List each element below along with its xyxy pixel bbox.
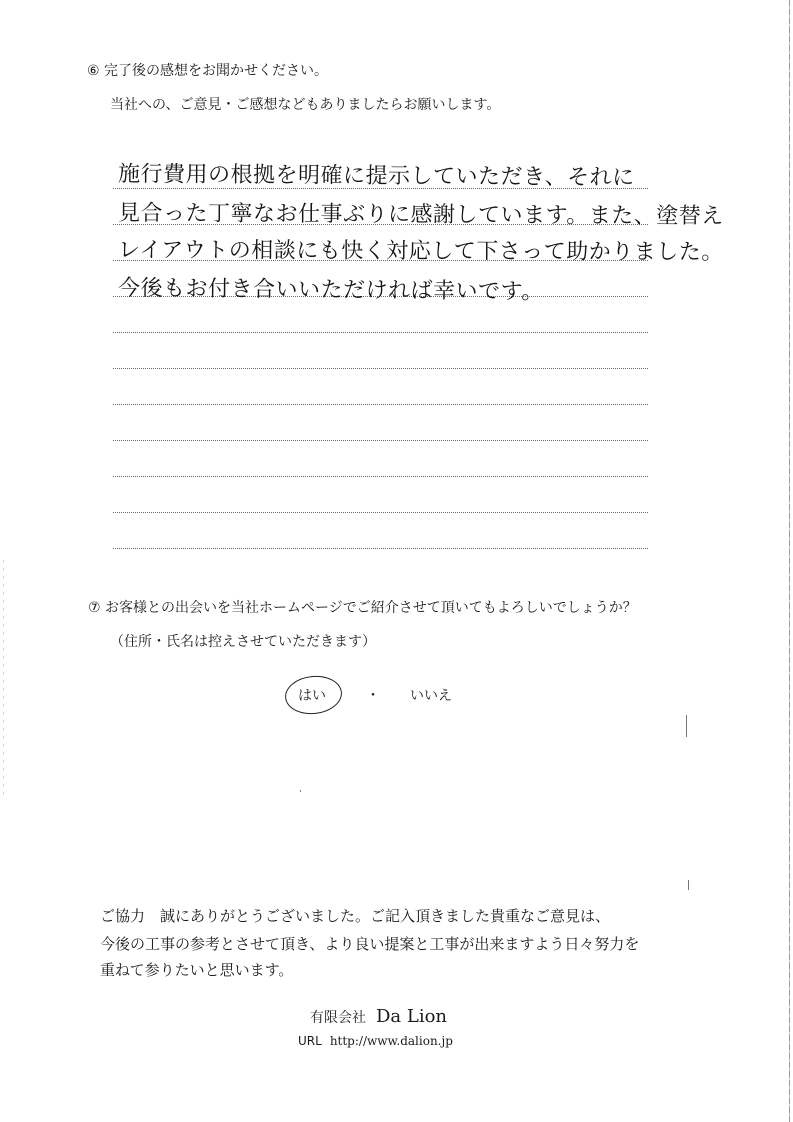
question-6-subtitle: 当社への、ご意見・ご感想などもありましたらお願いします。 <box>110 97 501 113</box>
scan-speck <box>688 880 689 890</box>
scan-edge-right <box>789 0 790 1122</box>
question-7-note: （住所・氏名は控えさせていただきます） <box>110 634 376 650</box>
answer-line <box>113 476 648 477</box>
answer-line <box>113 404 648 405</box>
company-name <box>310 1006 447 1027</box>
handwritten-answer-line-3: レイアウトの相談にも快く対応して下さって助かりました。 <box>118 238 724 266</box>
company-url[interactable]: http://www.dalion.jp <box>329 1034 453 1048</box>
option-yes[interactable]: はい <box>298 688 326 704</box>
url-label: URL <box>298 1034 322 1048</box>
company-brand: Da Lion <box>376 1006 448 1027</box>
question-7-title: ⑦ お客様との出会いを当社ホームページでご紹介させて頂いてもよろしいでしょうか？ <box>88 600 637 616</box>
option-no[interactable]: いいえ <box>410 688 452 704</box>
closing-line-1: ご協力 誠にありがとうございました。ご記入頂きました貴重なご意見は、 <box>100 907 611 925</box>
company-url-line <box>298 1034 453 1048</box>
answer-line <box>113 548 648 549</box>
answer-line <box>113 440 648 441</box>
question-6-title: ⑥ 完了後の感想をお聞かせください。 <box>87 63 328 79</box>
company-type: 有限会社 <box>310 1010 366 1026</box>
scan-speck <box>300 790 301 792</box>
closing-line-3: 重ねて参りたいと思います。 <box>100 961 294 979</box>
answer-line <box>113 368 648 369</box>
answer-line <box>113 512 648 513</box>
scan-edge-left <box>3 560 4 800</box>
scan-speck <box>686 715 687 737</box>
handwritten-answer-line-1: 施行費用の根拠を明確に提示していただき、それに <box>118 162 635 191</box>
handwritten-answer-line-4: 今後もお付き合いいただければ幸いです。 <box>118 276 544 305</box>
answer-line <box>113 332 648 333</box>
option-separator: ・ <box>366 688 380 704</box>
handwritten-answer-line-2: 見合った丁寧なお仕事ぶりに感謝しています。また、塗替え <box>118 201 724 230</box>
selected-circle-mark <box>283 673 344 717</box>
closing-line-2: 今後の工事の参考とさせて頂き、より良い提案と工事が出来ますよう日々努力を <box>100 935 640 953</box>
